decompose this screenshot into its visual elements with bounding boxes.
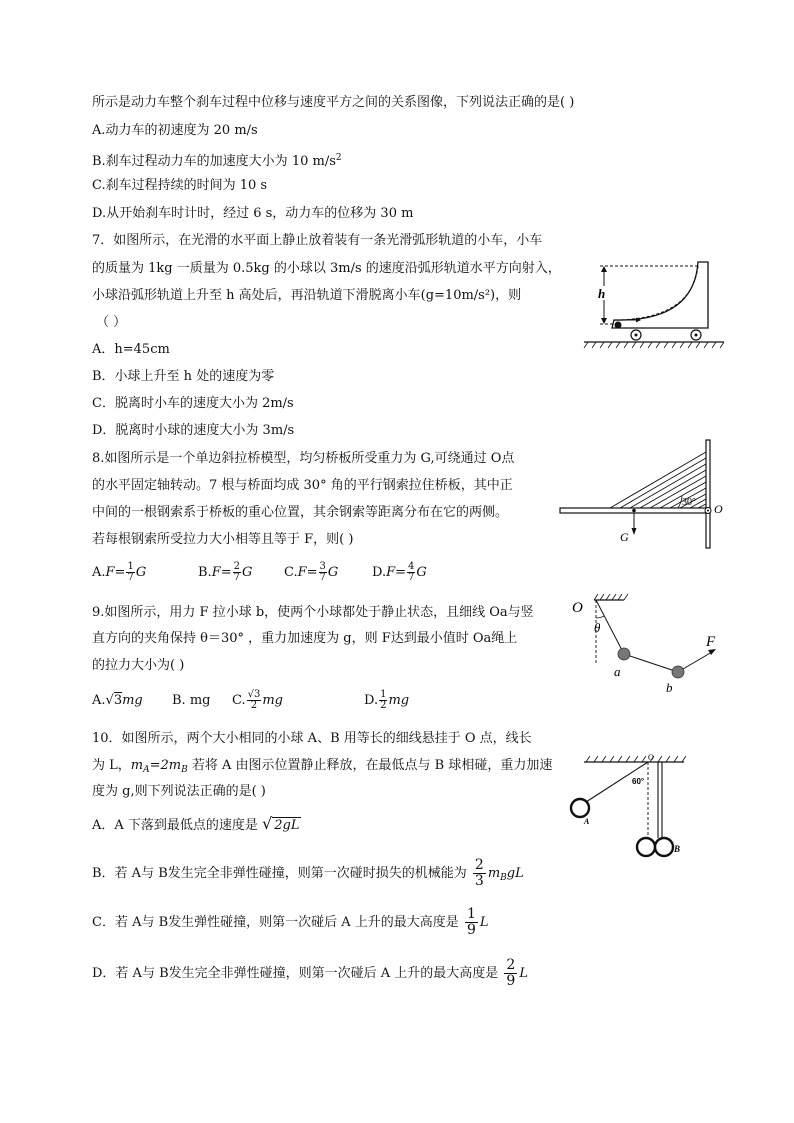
q8-option-a: A.F= $\frac{1}{7}$ G <box>92 561 147 583</box>
q9-line3: 的拉力大小为( ) <box>92 658 185 673</box>
q9-option-a: A.√3mg <box>92 693 143 708</box>
q9-ball-a <box>618 648 630 660</box>
q7-option-b: B．小球上升至 h 处的速度为零 <box>92 369 275 384</box>
q8-tower <box>706 440 710 548</box>
q7-option-d: D．脱离时小球的速度大小为 3m/s <box>92 423 295 438</box>
q8-line1: 8.如图所示是一个单边斜拉桥模型，均匀桥板所受重力为 G,可绕通过 O点 <box>92 451 515 466</box>
q9-options <box>92 690 409 711</box>
q7-figure <box>584 258 724 350</box>
q9-option-d: D. $\frac{1}{2}$ mg <box>364 689 410 711</box>
q9-force-label: F <box>706 634 716 650</box>
q7-line3: 小球沿弧形轨道上升至 h 高处后，再沿轨道下滑脱离小车(g=10m/s²)，则 <box>92 288 522 303</box>
q8-pivot-label: O <box>714 502 723 516</box>
q9-pivot-label: O <box>572 600 583 616</box>
q10-option-c: C．若 A与 B发生弹性碰撞，则第一次碰后 A 上升的最大高度是 $\frac{1}{9}$ L <box>92 906 489 938</box>
q8-line3: 中间的一根钢索系于桥板的重心位置，其余钢索等距离分布在它的两侧。 <box>92 505 509 520</box>
q7-height-label: h <box>598 286 606 301</box>
q8-option-c: C.F= $\frac{3}{7}$ G <box>284 561 339 583</box>
q10-figure <box>562 752 692 862</box>
q9-ball-b-label: b <box>666 680 673 695</box>
q7-ball <box>615 322 622 329</box>
q9-line1: 9.如图所示，用力 F 拉小球 b，使两个小球都处于静止状态，且细线 Oa与竖 <box>92 605 534 620</box>
q9-string-ab <box>624 654 678 672</box>
q8-line4: 若每根钢索所受拉力大小相等且等于 F，则( ) <box>92 532 354 547</box>
q6-option-b-exponent: 2 <box>335 153 342 163</box>
q10-pivot-label: O <box>648 753 654 762</box>
q9-ball-a-label: a <box>614 664 621 679</box>
q10-ball-b-label: B <box>674 844 681 854</box>
q6-option-a: A.动力车的初速度为 20 m/s <box>92 123 258 138</box>
q8-line2: 的水平固定轴转动。7 根与桥面均成 30° 角的平行钢索拉住桥板，其中正 <box>92 478 513 493</box>
q6-option-c: C.刹车过程持续的时间为 10 s <box>92 178 268 193</box>
q7-option-a: A．h=45cm <box>92 342 170 357</box>
q9-option-c: C. $\frac{√3}{2}$ mg <box>232 689 284 711</box>
q10-line2: 为 L，$m_A=2m_B$ 若将 A 由图示位置静止释放，在最低点与 B 球相碰，重力加速 <box>92 758 553 775</box>
q9-option-b: B. mg <box>172 693 211 708</box>
q10-angle-label: 60° <box>632 777 645 786</box>
q10-line1: 10．如图所示，两个大小相同的小球 A、B 用等长的细线悬挂于 O 点，线长 <box>92 731 532 746</box>
q9-figure <box>566 592 726 695</box>
q9-ball-b <box>672 666 684 678</box>
q6-option-b <box>92 149 342 171</box>
q6-stem: 所示是动力车整个刹车过程中位移与速度平方之间的关系图像，下列说法正确的是( ) <box>92 95 575 110</box>
q10-ball-b <box>655 838 673 856</box>
q8-option-d: D.F= $\frac{4}{7}$ G <box>372 561 427 583</box>
q10-line3: 度为 g,则下列说法正确的是( ) <box>92 784 266 799</box>
q8-weight-label: G <box>620 530 629 544</box>
q10-option-d: D．若 A与 B发生完全非弹性碰撞，则第一次碰后 A 上升的最大高度是 $\frac{2}{9}$ L <box>92 957 528 989</box>
q10-ball-a <box>571 799 589 817</box>
q6-option-d: D.从开始刹车时计时，经过 6 s，动力车的位移为 30 m <box>92 206 414 221</box>
q8-options <box>92 562 427 583</box>
q10-option-a: A．A 下落到最低点的速度是 √ 2gL <box>92 814 300 833</box>
q10-option-b: B．若 A与 B发生完全非弹性碰撞，则第一次碰时损失的机械能为 $\frac{2}{3}$ $m_BgL$ <box>92 857 524 889</box>
q10-ball-a-label: A <box>584 817 590 826</box>
q10-ball-a-rest <box>637 838 655 856</box>
q8-option-b: B.F= $\frac{2}{7}$ G <box>198 561 253 583</box>
q6-option-b-text: B.刹车过程动力车的加速度大小为 10 m/s <box>92 154 336 169</box>
q7-line1: 7．如图所示，在光滑的水平面上静止放着装有一条光滑弧形轨道的小车，小车 <box>92 233 543 248</box>
q7-line2: 的质量为 1kg 一质量为 0.5kg 的小球以 3m/s 的速度沿弧形轨道水平方向射入， <box>92 261 561 276</box>
q7-option-c: C．脱离时小车的速度大小为 2m/s <box>92 396 294 411</box>
q8-figure <box>560 438 750 548</box>
q7-line4: （ ） <box>96 315 127 330</box>
q8-angle-label: 30° <box>682 497 696 508</box>
q9-line2: 直方向的夹角保持 θ＝30° ，重力加速度为 g，则 F达到最小值时 Oa绳上 <box>92 631 518 646</box>
q9-theta-label: θ <box>594 620 601 635</box>
